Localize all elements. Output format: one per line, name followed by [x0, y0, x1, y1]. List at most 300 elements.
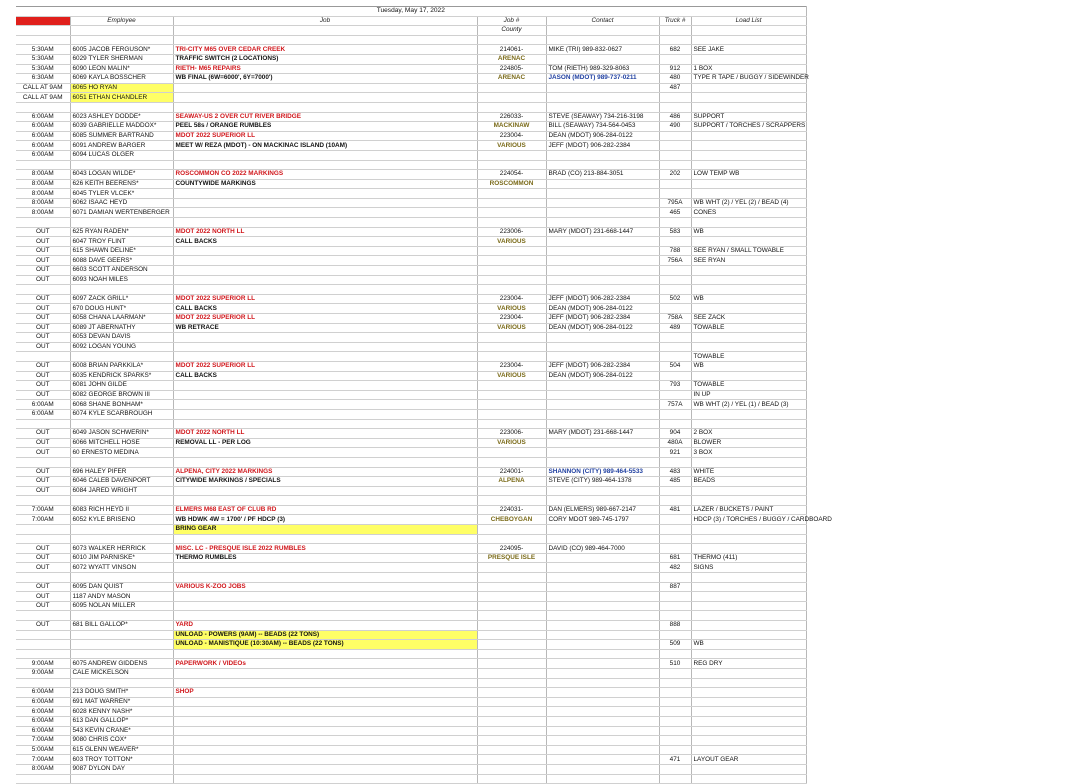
time-cell: 6:00AM: [16, 141, 70, 151]
job-no-cell: [477, 198, 546, 208]
contact-cell: [546, 716, 659, 726]
time-cell: OUT: [16, 390, 70, 400]
load-list-cell: [691, 83, 806, 93]
contact-cell: DAN (ELMERS) 989-667-2147: [546, 505, 659, 515]
load-list-cell: [691, 409, 806, 419]
header-county: County: [477, 26, 546, 36]
job-cell: [173, 496, 477, 506]
load-list-cell: [691, 525, 806, 535]
load-list-cell: [691, 668, 806, 678]
job-cell: COUNTYWIDE MARKINGS: [173, 179, 477, 189]
job-cell: [173, 390, 477, 400]
contact-cell: [546, 659, 659, 669]
employee-cell: 6088 DAVE GEERS*: [70, 256, 173, 266]
load-list-cell: [691, 342, 806, 352]
time-cell: OUT: [16, 563, 70, 573]
job-no-cell: [477, 726, 546, 736]
job-cell: [173, 448, 477, 458]
contact-cell: JEFF (MDOT) 906-282-2384: [546, 141, 659, 151]
truck-cell: [659, 371, 691, 381]
contact-cell: [546, 697, 659, 707]
job-cell: UNLOAD - MANISTIQUE (10:30AM) -- BEADS (22 TONS): [173, 640, 477, 650]
contact-cell: DAVID (CO) 989-464-7000: [546, 544, 659, 554]
schedule-row: [16, 582, 806, 592]
contact-cell: [546, 198, 659, 208]
employee-cell: 6010 JIM PARNISKE*: [70, 553, 173, 563]
employee-cell: [70, 630, 173, 640]
contact-cell: MIKE (TRI) 989-832-0627: [546, 45, 659, 55]
employee-cell: 6094 LUCAS OLGER: [70, 150, 173, 160]
schedule-row: [16, 294, 806, 304]
truck-cell: [659, 54, 691, 64]
job-cell: MDOT 2022 SUPERIOR LL: [173, 314, 477, 324]
schedule-row: [16, 246, 806, 256]
time-cell: [16, 611, 70, 621]
schedule-row: [16, 361, 806, 371]
job-no-cell: [477, 745, 546, 755]
job-cell: MDOT 2022 SUPERIOR LL: [173, 361, 477, 371]
time-cell: OUT: [16, 333, 70, 343]
job-no-cell: 226033-: [477, 112, 546, 122]
schedule-row: [16, 131, 806, 141]
time-cell: CALL AT 9AM: [16, 83, 70, 93]
time-cell: [16, 534, 70, 544]
truck-cell: [659, 150, 691, 160]
truck-cell: [659, 649, 691, 659]
schedule-row: [16, 688, 806, 698]
employee-cell: [70, 160, 173, 170]
employee-cell: 6005 JACOB FERGUSON*: [70, 45, 173, 55]
job-cell: [173, 573, 477, 583]
load-list-cell: [691, 131, 806, 141]
load-list-cell: [691, 304, 806, 314]
time-cell: OUT: [16, 467, 70, 477]
job-cell: [173, 83, 477, 93]
time-cell: 7:00AM: [16, 505, 70, 515]
contact-cell: [546, 179, 659, 189]
schedule-row: [16, 477, 806, 487]
schedule-row: [16, 400, 806, 410]
load-list-cell: WB WHT (2) / YEL (1) / BEAD (3): [691, 400, 806, 410]
job-cell: [173, 400, 477, 410]
time-cell: OUT: [16, 486, 70, 496]
time-cell: OUT: [16, 381, 70, 391]
schedule-row: [16, 83, 806, 93]
job-no-cell: [477, 275, 546, 285]
load-list-cell: [691, 160, 806, 170]
truck-cell: 480: [659, 74, 691, 84]
schedule-row: [16, 256, 806, 266]
contact-cell: [546, 419, 659, 429]
job-cell: [173, 668, 477, 678]
job-no-cell: [477, 649, 546, 659]
contact-cell: [546, 534, 659, 544]
truck-cell: [659, 457, 691, 467]
job-cell: [173, 189, 477, 199]
time-cell: [16, 496, 70, 506]
contact-cell: DEAN (MDOT) 906-284-0122: [546, 131, 659, 141]
load-list-cell: [691, 333, 806, 343]
contact-cell: DEAN (MDOT) 906-284-0122: [546, 371, 659, 381]
job-no-cell: [477, 150, 546, 160]
truck-cell: 888: [659, 621, 691, 631]
job-no-cell: 223006-: [477, 429, 546, 439]
job-cell: CITYWIDE MARKINGS / SPECIALS: [173, 477, 477, 487]
job-no-cell: [477, 419, 546, 429]
job-no-cell: [477, 640, 546, 650]
contact-cell: [546, 35, 659, 45]
load-list-cell: [691, 764, 806, 774]
employee-cell: 603 TROY TOTTON*: [70, 755, 173, 765]
date-row: [16, 7, 806, 17]
contact-cell: [546, 486, 659, 496]
job-cell: SHOP: [173, 688, 477, 698]
contact-cell: JASON (MDOT) 989-737-0211: [546, 74, 659, 84]
job-cell: CALL BACKS: [173, 371, 477, 381]
employee-cell: 1187 ANDY MASON: [70, 592, 173, 602]
job-cell: [173, 93, 477, 103]
employee-cell: 6066 MITCHELL HOSE: [70, 438, 173, 448]
time-cell: 8:00AM: [16, 179, 70, 189]
schedule-row: [16, 707, 806, 717]
employee-cell: [70, 774, 173, 784]
job-no-cell: [477, 285, 546, 295]
employee-cell: 6051 ETHAN CHANDLER: [70, 93, 173, 103]
load-list-cell: WB: [691, 361, 806, 371]
schedule-row: [16, 764, 806, 774]
job-cell: MDOT 2022 NORTH LL: [173, 429, 477, 439]
contact-cell: [546, 563, 659, 573]
schedule-row: [16, 640, 806, 650]
schedule-row: [16, 102, 806, 112]
employee-cell: 6082 GEORGE BROWN III: [70, 390, 173, 400]
job-no-cell: 224054-: [477, 170, 546, 180]
schedule-row: [16, 342, 806, 352]
job-no-cell: 224095-: [477, 544, 546, 554]
job-no-cell: [477, 218, 546, 228]
load-list-cell: [691, 141, 806, 151]
schedule-row: [16, 122, 806, 132]
time-cell: OUT: [16, 592, 70, 602]
schedule-row: [16, 457, 806, 467]
employee-cell: 670 DOUG HUNT*: [70, 304, 173, 314]
schedule-row: [16, 208, 806, 218]
job-cell: [173, 457, 477, 467]
contact-cell: [546, 755, 659, 765]
job-cell: PEEL 58s / ORANGE RUMBLES: [173, 122, 477, 132]
job-cell: CALL BACKS: [173, 304, 477, 314]
load-list-cell: [691, 371, 806, 381]
truck-cell: [659, 237, 691, 247]
load-list-cell: [691, 582, 806, 592]
time-cell: OUT: [16, 227, 70, 237]
time-cell: OUT: [16, 246, 70, 256]
time-cell: [16, 102, 70, 112]
time-cell: 6:00AM: [16, 716, 70, 726]
job-no-cell: 224001-: [477, 467, 546, 477]
load-list-cell: [691, 102, 806, 112]
truck-cell: [659, 333, 691, 343]
load-list-cell: SUPPORT / TORCHES / SCRAPPERS: [691, 122, 806, 132]
schedule-row: [16, 774, 806, 784]
job-no-cell: [477, 333, 546, 343]
job-no-cell: [477, 736, 546, 746]
time-cell: 5:30AM: [16, 54, 70, 64]
employee-cell: 6047 TROY FLINT: [70, 237, 173, 247]
time-cell: OUT: [16, 371, 70, 381]
job-no-cell: [477, 697, 546, 707]
load-list-cell: HDCP (3) / TORCHES / BUGGY / CARDBOARD: [691, 515, 806, 525]
truck-cell: 509: [659, 640, 691, 650]
job-cell: TRAFFIC SWITCH (2 LOCATIONS): [173, 54, 477, 64]
employee-cell: 6089 JT ABERNATHY: [70, 323, 173, 333]
job-no-cell: [477, 448, 546, 458]
job-no-cell: [477, 160, 546, 170]
employee-cell: 60 ERNESTO MEDINA: [70, 448, 173, 458]
schedule-row: [16, 333, 806, 343]
truck-cell: [659, 611, 691, 621]
job-no-cell: [477, 707, 546, 717]
job-no-cell: 224805-: [477, 64, 546, 74]
time-cell: OUT: [16, 544, 70, 554]
schedule-row: [16, 726, 806, 736]
job-no-cell: [477, 573, 546, 583]
schedule-row: [16, 352, 806, 362]
contact-cell: [546, 438, 659, 448]
employee-cell: [70, 457, 173, 467]
contact-cell: [546, 342, 659, 352]
schedule-row: [16, 160, 806, 170]
contact-cell: [546, 668, 659, 678]
load-list-cell: [691, 716, 806, 726]
schedule-row: [16, 381, 806, 391]
time-cell: CALL AT 9AM: [16, 93, 70, 103]
employee-cell: 6035 KENDRICK SPARKS*: [70, 371, 173, 381]
schedule-sheet: [16, 6, 832, 784]
load-list-cell: SUPPORT: [691, 112, 806, 122]
schedule-row: [16, 390, 806, 400]
contact-cell: [546, 54, 659, 64]
employee-cell: [70, 218, 173, 228]
employee-cell: 6053 DEVAN DAVIS: [70, 333, 173, 343]
schedule-row: [16, 448, 806, 458]
truck-cell: [659, 352, 691, 362]
load-list-cell: WB: [691, 227, 806, 237]
job-cell: [173, 755, 477, 765]
load-list-cell: [691, 534, 806, 544]
truck-cell: [659, 716, 691, 726]
contact-cell: MARY (MDOT) 231-668-1447: [546, 429, 659, 439]
contact-cell: [546, 275, 659, 285]
truck-cell: 887: [659, 582, 691, 592]
contact-cell: [546, 390, 659, 400]
employee-cell: 6085 SUMMER BARTRAND: [70, 131, 173, 141]
job-no-cell: 223004-: [477, 294, 546, 304]
job-cell: [173, 611, 477, 621]
employee-cell: CALE MICKELSON: [70, 668, 173, 678]
time-cell: 7:00AM: [16, 736, 70, 746]
employee-cell: 696 HALEY PIFER: [70, 467, 173, 477]
employee-cell: 6090 LEON MALIN*: [70, 64, 173, 74]
time-cell: OUT: [16, 256, 70, 266]
employee-cell: [70, 102, 173, 112]
time-cell: 9:00AM: [16, 659, 70, 669]
schedule-row: [16, 592, 806, 602]
job-no-cell: [477, 774, 546, 784]
job-no-cell: [477, 457, 546, 467]
schedule-row: [16, 170, 806, 180]
employee-cell: [70, 285, 173, 295]
load-list-cell: TOWABLE: [691, 381, 806, 391]
load-list-cell: [691, 736, 806, 746]
truck-cell: [659, 266, 691, 276]
truck-cell: [659, 678, 691, 688]
contact-cell: [546, 640, 659, 650]
job-no-cell: ARENAC: [477, 54, 546, 64]
schedule-row: [16, 275, 806, 285]
load-list-cell: [691, 486, 806, 496]
load-list-cell: [691, 35, 806, 45]
contact-cell: BRAD (CO) 213-884-3051: [546, 170, 659, 180]
load-list-cell: [691, 419, 806, 429]
job-no-cell: 214061-: [477, 45, 546, 55]
truck-cell: [659, 141, 691, 151]
truck-cell: [659, 601, 691, 611]
time-cell: OUT: [16, 621, 70, 631]
time-cell: 9:00AM: [16, 668, 70, 678]
job-cell: REMOVAL LL - PER LOG: [173, 438, 477, 448]
schedule-row: [16, 611, 806, 621]
employee-cell: [70, 35, 173, 45]
time-cell: OUT: [16, 294, 70, 304]
job-cell: YARD: [173, 621, 477, 631]
truck-cell: [659, 697, 691, 707]
job-cell: [173, 381, 477, 391]
time-cell: OUT: [16, 429, 70, 439]
schedule-date: Tuesday, May 17, 2022: [16, 7, 806, 17]
job-no-cell: [477, 534, 546, 544]
employee-cell: 6068 SHANE BONHAM*: [70, 400, 173, 410]
truck-cell: [659, 745, 691, 755]
schedule-row: [16, 314, 806, 324]
job-no-cell: [477, 678, 546, 688]
truck-cell: [659, 668, 691, 678]
schedule-row: [16, 112, 806, 122]
job-no-cell: [477, 486, 546, 496]
job-cell: SEAWAY-US 2 OVER CUT RIVER BRIDGE: [173, 112, 477, 122]
time-cell: 7:00AM: [16, 755, 70, 765]
schedule-row: [16, 198, 806, 208]
time-cell: OUT: [16, 582, 70, 592]
contact-cell: [546, 553, 659, 563]
time-cell: [16, 630, 70, 640]
job-cell: BRING GEAR: [173, 525, 477, 535]
schedule-row: [16, 141, 806, 151]
truck-cell: 483: [659, 467, 691, 477]
time-cell: 6:00AM: [16, 131, 70, 141]
contact-cell: [546, 582, 659, 592]
truck-cell: [659, 630, 691, 640]
contact-cell: JEFF (MDOT) 906-282-2384: [546, 294, 659, 304]
truck-cell: [659, 544, 691, 554]
job-no-cell: [477, 390, 546, 400]
contact-cell: [546, 525, 659, 535]
contact-cell: [546, 93, 659, 103]
job-no-cell: ROSCOMMON: [477, 179, 546, 189]
job-no-cell: VARIOUS: [477, 323, 546, 333]
employee-cell: 681 BILL GALLOP*: [70, 621, 173, 631]
truck-cell: [659, 390, 691, 400]
contact-cell: CORY MDOT 989-745-1797: [546, 515, 659, 525]
job-no-cell: [477, 208, 546, 218]
truck-cell: 489: [659, 323, 691, 333]
load-list-cell: THERMO (411): [691, 553, 806, 563]
employee-cell: 691 MAT WARREN*: [70, 697, 173, 707]
job-cell: WB RETRACE: [173, 323, 477, 333]
employee-cell: [70, 678, 173, 688]
job-no-cell: CHEBOYGAN: [477, 515, 546, 525]
schedule-row: [16, 237, 806, 247]
load-list-cell: [691, 745, 806, 755]
contact-cell: JEFF (MDOT) 906-282-2384: [546, 361, 659, 371]
job-cell: [173, 486, 477, 496]
truck-cell: [659, 102, 691, 112]
employee-cell: 6029 TYLER SHERMAN: [70, 54, 173, 64]
contact-cell: [546, 189, 659, 199]
load-list-cell: [691, 285, 806, 295]
truck-cell: [659, 736, 691, 746]
schedule-row: [16, 323, 806, 333]
job-no-cell: [477, 611, 546, 621]
truck-cell: 471: [659, 755, 691, 765]
job-cell: RIETH- M65 REPAIRS: [173, 64, 477, 74]
contact-cell: [546, 592, 659, 602]
load-list-cell: SEE JAKE: [691, 45, 806, 55]
employee-cell: [70, 649, 173, 659]
employee-cell: 6081 JOHN GILDE: [70, 381, 173, 391]
load-list-cell: 2 BOX: [691, 429, 806, 439]
time-cell: 6:00AM: [16, 688, 70, 698]
contact-cell: [546, 707, 659, 717]
job-no-cell: VARIOUS: [477, 304, 546, 314]
time-cell: OUT: [16, 304, 70, 314]
job-no-cell: [477, 189, 546, 199]
schedule-row: [16, 35, 806, 45]
truck-cell: 682: [659, 45, 691, 55]
truck-cell: 793: [659, 381, 691, 391]
employee-cell: 213 DOUG SMITH*: [70, 688, 173, 698]
time-cell: [16, 525, 70, 535]
time-cell: [16, 678, 70, 688]
schedule-row: [16, 467, 806, 477]
schedule-row: [16, 755, 806, 765]
job-no-cell: [477, 563, 546, 573]
contact-cell: [546, 400, 659, 410]
load-list-cell: TOWABLE: [691, 323, 806, 333]
load-list-cell: IN UP: [691, 390, 806, 400]
contact-cell: TOM (RIETH) 989-329-8063: [546, 64, 659, 74]
truck-cell: [659, 189, 691, 199]
load-list-cell: WB WHT (2) / YEL (2) / BEAD (4): [691, 198, 806, 208]
load-list-cell: LAYOUT GEAR: [691, 755, 806, 765]
truck-cell: 485: [659, 477, 691, 487]
job-no-cell: [477, 400, 546, 410]
load-list-cell: [691, 496, 806, 506]
schedule-row: [16, 601, 806, 611]
schedule-row: [16, 668, 806, 678]
contact-cell: [546, 448, 659, 458]
job-cell: [173, 563, 477, 573]
